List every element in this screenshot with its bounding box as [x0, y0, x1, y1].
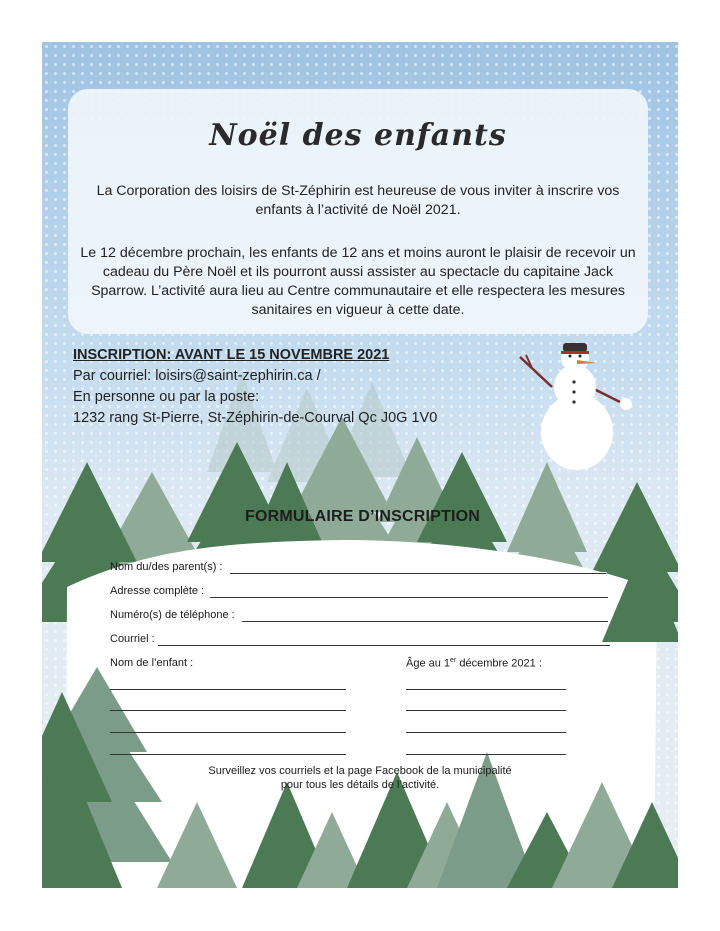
poster-title: Noël des enfants [209, 118, 507, 153]
email-line[interactable] [158, 645, 610, 646]
parent-name-line[interactable] [230, 573, 606, 574]
child-age-label: Âge au 1er décembre 2021 : [406, 657, 542, 670]
phone-line[interactable] [242, 621, 608, 622]
registration-deadline-heading: INSCRIPTION: AVANT LE 15 NOVEMBRE 2021 [73, 347, 390, 363]
footnote-line-1: Surveillez vos courriels et la page Facebook de la municipalité [208, 765, 512, 777]
registration-email-line: Par courriel: loisirs@saint-zephirin.ca / [73, 368, 321, 384]
address-label: Adresse complète : [110, 585, 205, 597]
footnote [172, 764, 548, 792]
parent-name-label: Nom du/des parent(s) : [110, 561, 223, 573]
child-name-line-4[interactable] [110, 754, 346, 755]
child-name-line-3[interactable] [110, 732, 346, 733]
flyer [42, 42, 678, 888]
address-line[interactable] [210, 597, 608, 598]
footnote-line-2: pour tous les détails de l’activité. [280, 779, 440, 791]
child-age-line-1[interactable] [406, 689, 566, 690]
snowman-illustration [520, 343, 632, 470]
intro-paragraph-details: Le 12 décembre prochain, les enfants de 12 ans et moins auront le plaisir de recevoir un cadeau du Père Noël et ils pourront aussi assister au spectacle du capitaine Jack Sparrow. L’activité aura lieu au Centre communautaire et elle respectera les mesures sanitaires en vigueur à cette date. [80, 245, 636, 318]
registration-address: 1232 rang St-Pierre, St-Zéphirin-de-Courval Qc J0G 1V0 [73, 410, 438, 426]
intro-paragraph-invitation: La Corporation des loisirs de St-Zéphirin est heureuse de vous inviter à inscrire vos enfants à l’activité de Noël 2021. [96, 183, 620, 218]
child-age-line-3[interactable] [406, 732, 566, 733]
child-name-line-1[interactable] [110, 689, 346, 690]
child-age-line-4[interactable] [406, 754, 566, 755]
phone-label: Numéro(s) de téléphone : [110, 609, 235, 621]
email-label: Courriel : [110, 633, 155, 645]
child-name-label: Nom de l’enfant : [110, 657, 194, 669]
registration-contact [73, 345, 437, 429]
form-title: FORMULAIRE D’INSCRIPTION [245, 508, 481, 525]
child-age-line-2[interactable] [406, 710, 566, 711]
child-name-line-2[interactable] [110, 710, 346, 711]
registration-mail-line: En personne ou par la poste: [73, 389, 260, 405]
